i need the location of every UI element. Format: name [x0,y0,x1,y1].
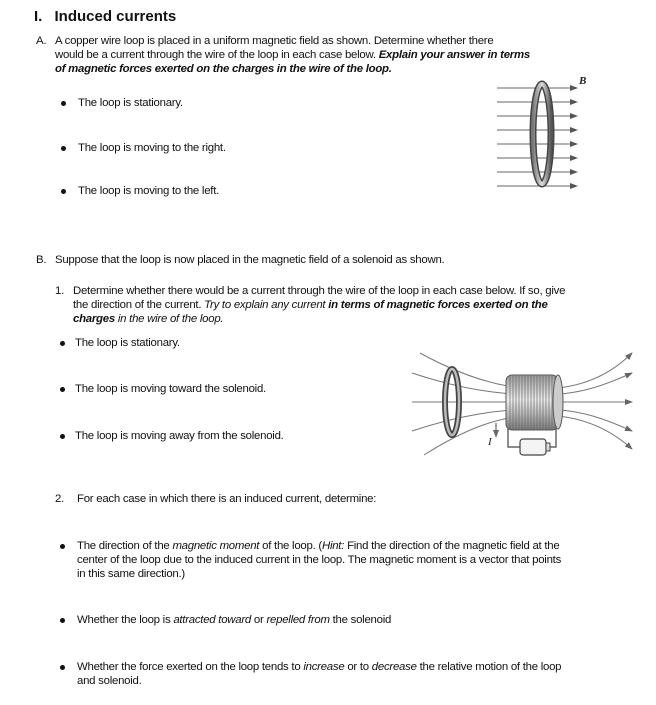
q1-number: 1. [55,285,64,297]
q1-line-1: Determine whether there would be a current through the wire of the loop in each case below. If so, give [73,285,566,297]
bullet-dot [61,189,66,194]
q2-b2-text: the solenoid [332,614,392,626]
part-a-case-right: The loop is moving to the right. [78,142,226,154]
q1-emphasis: in terms of magnetic forces exerted on the [328,299,548,311]
q2-b1-italic: magnetic moment [172,540,260,552]
q1-case-toward: The loop is moving toward the solenoid. [75,383,266,395]
q2-b3-line-1 [77,661,561,675]
part-a-prompt-line-2 [55,49,530,63]
part-a-prompt-emphasis: Explain your answer in terms [378,49,530,61]
solenoid-coil [506,375,558,430]
q1-italic: Try to explain any current [204,299,326,311]
q2-b1-text: Find the direction of the magnetic field at the [347,540,560,552]
section-heading [34,8,176,25]
bullet-dot [61,146,66,151]
bullet-dot [60,434,65,439]
q1-italic-cont: in the wire of the loop. [117,313,224,325]
q2-b1-text: The direction of the [77,540,170,552]
q2-b1-line-2: center of the loop due to the induced current in the loop. The magnetic moment is a vector that points [77,554,562,566]
q2-intro: For each case in which there is an induced current, determine: [77,493,377,505]
q2-b2-italic: repelled from [266,614,330,626]
q2-b3-text: Whether the force exerted on the loop tends to [77,661,301,673]
q1-case-away: The loop is moving away from the solenoid. [75,430,284,442]
q1-line-2 [73,299,548,313]
part-a-prompt-line-1: A copper wire loop is placed in a uniform magnetic field as shown. Determine whether there [55,35,494,47]
q2-b3-text: or to [347,661,369,673]
part-a-prompt-plain: would be a current through the wire of the loop in each case below. [55,49,376,61]
q2-b1-text: of the loop. ( [262,540,322,552]
q1-emphasis-cont: charges [73,313,115,325]
q2-b1-hint: Hint: [321,540,345,552]
q2-b3-text: the relative motion of the loop [419,661,562,673]
q2-b2 [77,614,391,628]
current-label-i: I [488,436,492,448]
part-a-case-left: The loop is moving to the left. [78,185,220,197]
bullet-dot [60,341,65,346]
section-title: Induced currents [54,8,177,25]
field-label-b: B [579,75,587,87]
q2-b2-italic: attracted toward [173,614,251,626]
bullet-dot [60,387,65,392]
bullet-dot [61,101,66,106]
bullet-dot [60,665,65,670]
part-a-prompt-emphasis-cont: of magnetic forces exerted on the charges in the wire of the loop. [55,63,392,75]
q2-b1-line-3: in this same direction.) [77,568,185,580]
q2-b3-line-2: and solenoid. [77,675,142,687]
q1-case-stationary: The loop is stationary. [75,337,180,349]
solenoid-loop-figure [410,345,640,475]
q1-plain: the direction of the current. [73,299,202,311]
part-b-label: B. [36,254,47,266]
bullet-dot [60,618,65,623]
q2-number: 2. [55,493,64,505]
q2-b2-text: Whether the loop is [77,614,171,626]
uniform-field-loop-figure [495,72,605,197]
part-a-prompt-line-3 [55,63,392,77]
q2-b3-italic: decrease [371,661,417,673]
q2-b1-line-1 [77,540,559,554]
q2-b3-italic: increase [303,661,345,673]
part-a-case-stationary: The loop is stationary. [78,97,183,109]
battery [520,439,546,455]
q2-b2-text: or [253,614,264,626]
bullet-dot [60,544,65,549]
part-a-label: A. [36,35,47,47]
section-number: I. [34,8,43,25]
part-b-intro: Suppose that the loop is now placed in the magnetic field of a solenoid as shown. [55,254,445,266]
q1-line-3 [73,313,223,327]
